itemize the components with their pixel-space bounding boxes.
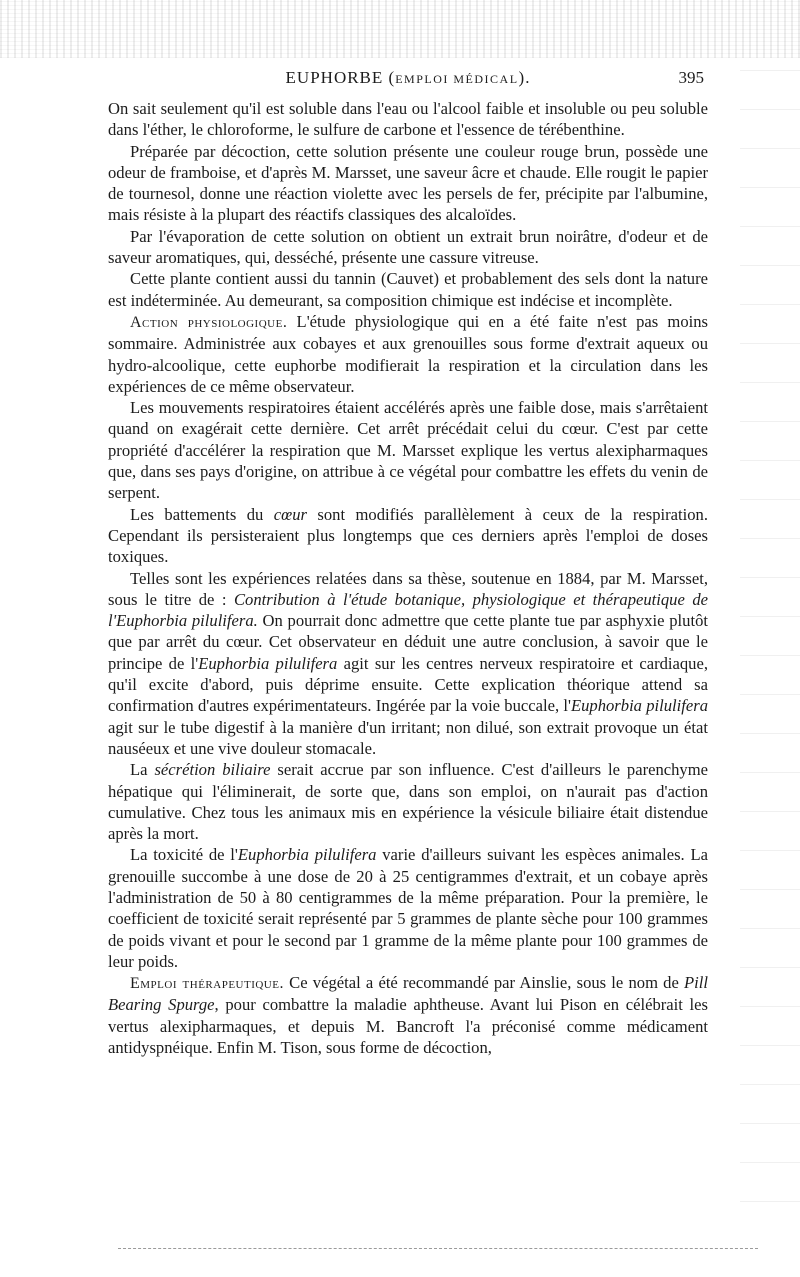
paragraph: On sait seulement qu'il est soluble dans l'eau ou l'alcool faible et insoluble ou peu soluble dans l'éther, le chloroforme, le sulfure de carbone et l'essence de térébenthine. [108, 99, 708, 140]
paragraph: La toxicité de l'Euphorbia pilulifera varie d'ailleurs suivant les espèces animales. La grenouille succombe à une dose de 20 à 25 centigrammes d'extrait, et un cobaye après l'administration de 50 à 80 centigrammes de la même préparation. Pour la première, le coefficient de toxicité serait représenté par 5 grammes de plante sèche pour 100 grammes de poids vivant et pour le second par 1 gramme de la même plante pour 100 grammes de leur poids. [108, 845, 708, 971]
paragraph: Préparée par décoction, cette solution présente une couleur rouge brun, possède une odeur de framboise, et d'après M. Marsset, une saveur âcre et chaude. Elle rougit le papier de tournesol, donne une réaction violette avec les persels de fer, précipite par l'albumine, mais résiste à la plupart des réactifs classiques des alcaloïdes. [108, 141, 708, 225]
running-head-main: EUPHORBE [285, 68, 384, 87]
page-number: 395 [678, 68, 704, 87]
scan-noise-top [0, 0, 800, 58]
bottom-rule [118, 1248, 758, 1249]
paragraph: Par l'évaporation de cette solution on obtient un extrait brun noirâtre, d'odeur et de saveur aromatiques, qui, desséché, présente une cassure vitreuse. [108, 226, 708, 268]
running-head [108, 64, 708, 94]
paragraph: La sécrétion biliaire serait accrue par son influence. C'est d'ailleurs le parenchyme hépatique qui l'éliminerait, de sorte que, dans son emploi, on n'aurait pas d'action cumulative. Chez tous les animaux mis en expérience la vésicule biliaire était distendue après la mort. [108, 760, 708, 844]
paragraph: Les battements du cœur sont modifiés parallèlement à ceux de la respiration. Cependant ils persisteraient plus longtemps que ces derniers après l'emploi de doses toxiques. [108, 504, 708, 567]
section-heading-emploi-therapeutique: Emploi thérapeutique. [130, 975, 284, 993]
running-head-subtitle: EMPLOI MÉDICAL [395, 72, 519, 86]
scan-noise-right [740, 60, 800, 1240]
paragraph: Cette plante contient aussi du tannin (Cauvet) et probablement des sels dont la nature est indéterminée. Au demeurant, sa composition chimique est indécise et incomplète. [108, 269, 708, 310]
body-text [108, 98, 708, 1058]
paragraph: Action physiologique. L'étude physiologique qui en a été faite n'est pas moins sommaire. Administrée aux cobayes et aux grenouilles sous forme d'extrait aqueux ou hydro-alcoolique, cette euphorbe modifierait la respiration et la circulation dans les expériences de ce même observateur. [108, 311, 708, 396]
paragraph: Les mouvements respiratoires étaient accélérés après une faible dose, mais s'arrêtaient quand on exagérait cette dernière. Cet arrêt précédait celui du cœur. C'est par cette propriété d'accélérer la respiration que M. Marsset explique les vertus alexipharmaques que, dans ses pays d'origine, on attribue à ce végétal pour combattre les effets du venin de serpent. [108, 398, 708, 503]
paragraph: Telles sont les expériences relatées dans sa thèse, soutenue en 1884, par M. Marsset, sous le titre de : Contribution à l'étude botanique, physiologique et thérapeutique de l'Euphorbia pilulifera. On pourrait donc admettre que cette plante tue par asphyxie plutôt que par arrêt du cœur. Cet observateur en déduit une autre conclusion, à savoir que le principe de l'Euphorbia pilulifera agit sur les centres nerveux respiratoire et cardiaque, qu'il excite d'abord, puis déprime ensuite. Cette explication théorique attend sa confirmation d'autres expérimentateurs. Ingérée par la voie buccale, l'Euphorbia pilulifera agit sur le tube digestif à la manière d'un irritant; non dilué, son extrait provoque un état nauséeux et une vive douleur stomacale. [108, 568, 708, 758]
thesis-title: Contribution à l'étude botanique, physiologique et thérapeutique de l'Euphorbia pilulifera. [108, 589, 708, 631]
section-heading-action-physiologique: Action physiologique. [130, 313, 288, 331]
paragraph: Emploi thérapeutique. Ce végétal a été recommandé par Ainslie, sous le nom de Pill Bearing Spurge, pour combattre la maladie aphtheuse. Avant lui Pison en célébrait les vertus alexipharmaques, et depuis M. Bancroft l'a préconisé comme médicament antidyspnéique. Enfin M. Tison, sous forme de décoction, [108, 973, 708, 1058]
running-head-title: EUPHORBE (EMPLOI MÉDICAL). [285, 68, 531, 87]
